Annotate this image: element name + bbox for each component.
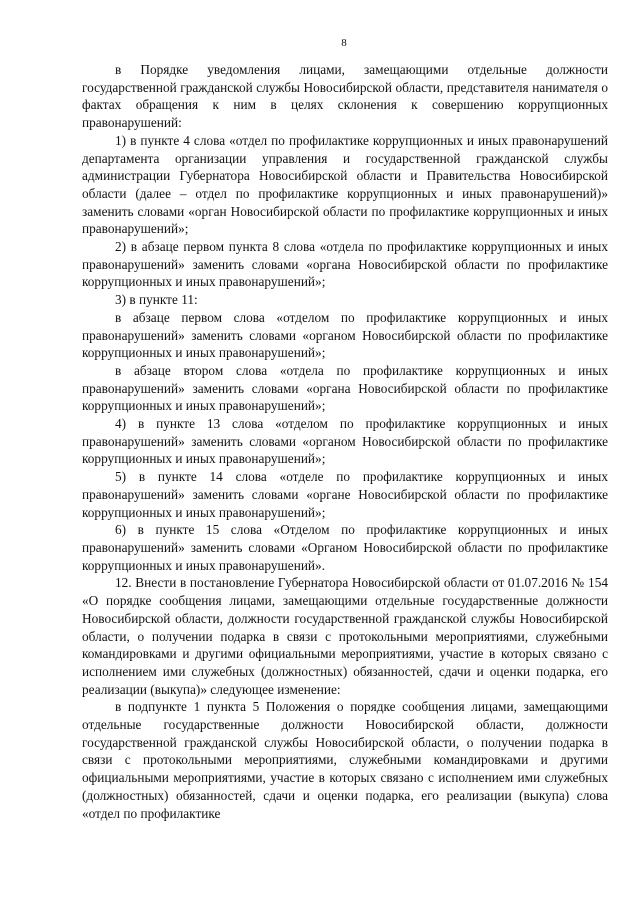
paragraph-item-4: 4) в пункте 13 слова «отделом по профилактике коррупционных и иных правонарушений» заменить словами «органом Новосибирской области по профилактике коррупционных и иных правонарушений»; [82,416,608,467]
paragraph-item-5: 5) в пункте 14 слова «отделе по профилактике коррупционных и иных правонарушений» заменить словами «органе Новосибирской области по профилактике коррупционных и иных правонарушений»; [82,469,608,520]
page-number: 8 [341,37,347,49]
paragraph-section-12-change: в подпункте 1 пункта 5 Положения о порядке сообщения лицами, замещающими отдельные государственные должности Новосибирской области, должности государственной гражданской службы Новосибирской области, о получении подарка в связи с протокольными мероприятиями, служебными командировками и другими официальными мероприятиями, участие в которых связано с исполнением ими служебных (должностных) обязанностей, сдачи и оценки подарка, его реализации (выкупа) слова «отдел по профилактике [82,699,608,821]
paragraph-item-1: 1) в пункте 4 слова «отдел по профилактике коррупционных и иных правонарушений департамента организации управления и государственной гражданской службы администрации Губернатора Новосибирской области и Правительства Новосибирской области (далее – отдел по профилактике коррупционных и иных правонарушений)» заменить словами «орган Новосибирской области по профилактике коррупционных и иных правонарушений»; [82,132,608,237]
paragraph-section-12: 12. Внести в постановление Губернатора Новосибирской области от 01.07.2016 № 154 «О порядке сообщения лицами, замещающими отдельные государственные должности Новосибирской области, должности государственной гражданской службы Новосибирской области, о получении подарка в связи с протокольными мероприятиями, служебными командировками и другими официальными мероприятиями, участие в которых связано с исполнением ими служебных (должностных) обязанностей, сдачи и оценки подарка, его реализации (выкупа)» следующее изменение: [82,575,608,697]
paragraph-item-3-second-subparagraph: в абзаце втором слова «отдела по профилактике коррупционных и иных правонарушений» заменить словами «органа Новосибирской области по профилактике коррупционных и иных правонарушений»; [82,362,608,414]
paragraph-item-3-first-subparagraph: в абзаце первом слова «отделом по профилактике коррупционных и иных правонарушений» заменить словами «органом Новосибирской области по профилактике коррупционных и иных правонарушений»; [82,309,608,361]
paragraph-item-2: 2) в абзаце первом пункта 8 слова «отдела по профилактике коррупционных и иных правонарушений» заменить словами «органа Новосибирской области по профилактике коррупционных и иных правонарушений»; [82,239,608,290]
paragraph-item-3: 3) в пункте 11: [115,292,198,308]
paragraph-item-6: 6) в пункте 15 слова «Отделом по профилактике коррупционных и иных правонарушений» заменить словами «Органом Новосибирской области по профилактике коррупционных и иных правонарушений». [82,522,608,573]
paragraph-order-intro: в Порядке уведомления лицами, замещающими отдельные должности государственной гражданской службы Новосибирской области, представителя нанимателя о фактах обращения к ним в целях склонения к совершению коррупционных правонарушений: [82,62,608,131]
